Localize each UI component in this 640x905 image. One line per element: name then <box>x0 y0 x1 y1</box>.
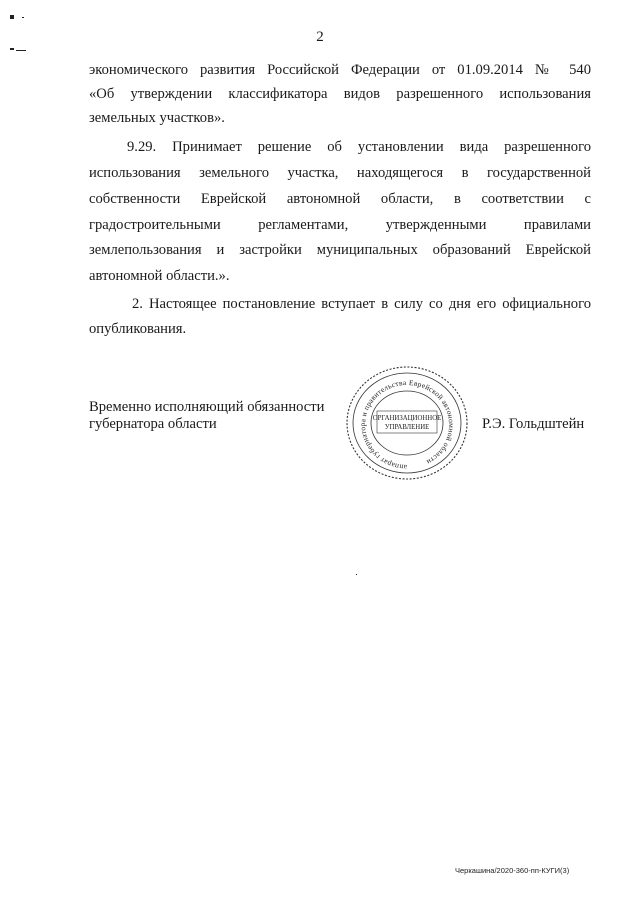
body-line: экономического развития Российской Федерации от 01.09.2014 № 540 <box>89 62 591 78</box>
signatory-position: Временно исполняющий обязанности <box>89 399 325 415</box>
seal-center-text: УПРАВЛЕНИЕ <box>384 424 430 431</box>
scan-speck <box>22 17 24 18</box>
signatory-position: губернатора области <box>89 416 217 432</box>
signatory-name: Р.Э. Гольдштейн <box>482 416 585 432</box>
body-line: опубликования. <box>89 321 187 337</box>
body-line: автономной области.». <box>89 268 230 284</box>
seal-ring-text: аппарат губернатора и правительства Еврейской автономной области <box>358 377 457 473</box>
scan-speck <box>10 15 14 19</box>
body-line: землепользования и застройки муниципальных образований Еврейской <box>89 242 591 258</box>
official-seal <box>343 363 471 483</box>
body-line: «Об утверждении классификатора видов разрешенного использования <box>89 86 591 102</box>
body-line: земельных участков». <box>89 110 225 126</box>
scan-speck <box>356 574 357 575</box>
scan-speck <box>10 48 14 50</box>
scan-speck <box>16 50 26 51</box>
body-line: градостроительными регламентами, утвержденными правилами <box>89 217 591 233</box>
document-footer-code: Черкашина/2020-360-пп-КУГИ(3) <box>455 866 570 875</box>
page-number: 2 <box>316 29 324 45</box>
body-line: 2. Настоящее постановление вступает в силу со дня его официального <box>132 296 591 312</box>
body-line: использования земельного участка, находящегося в государственной <box>89 165 591 181</box>
seal-center-text: ОРГАНИЗАЦИОННОЕ <box>372 415 442 422</box>
body-line: собственности Еврейской автономной области, в соответствии с <box>89 191 591 207</box>
body-line: 9.29. Принимает решение об установлении вида разрешенного <box>127 139 591 155</box>
